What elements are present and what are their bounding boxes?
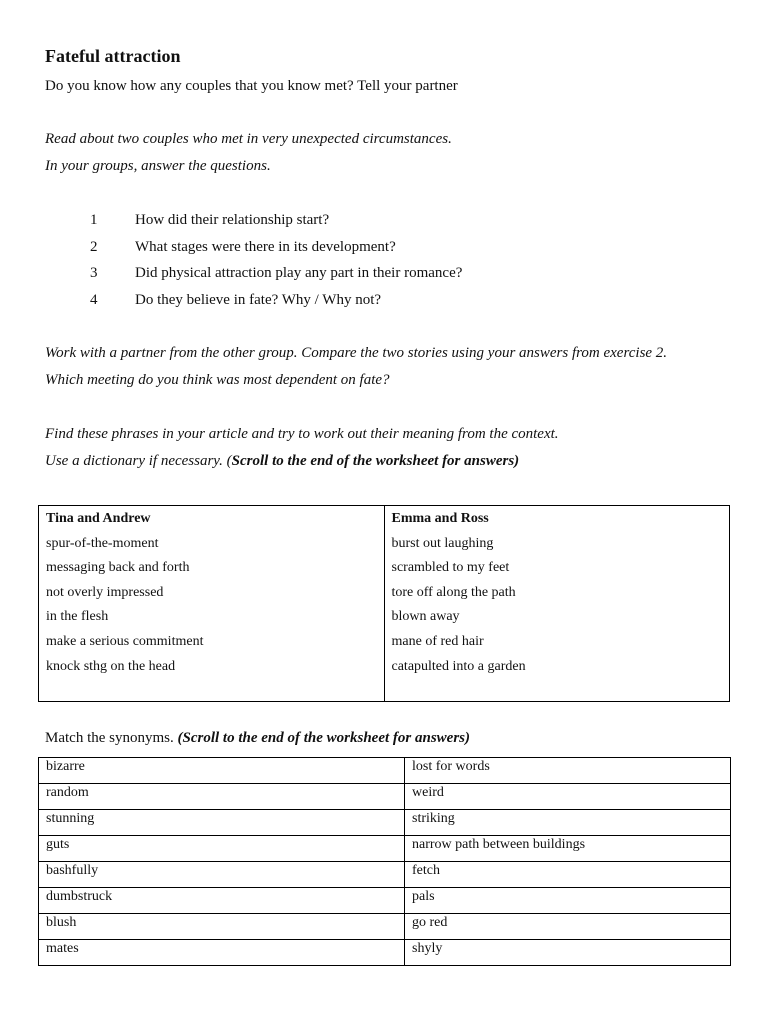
- instruction-dictionary-text: Use a dictionary if necessary. (: [45, 453, 232, 469]
- synonym-match: shyly: [405, 940, 731, 966]
- synonym-word: stunning: [39, 810, 405, 836]
- table-row: [39, 758, 731, 784]
- phrase-item: mane of red hair: [391, 633, 484, 649]
- synonyms-table: [38, 757, 731, 966]
- phrases-column-emma-ross: [384, 506, 730, 701]
- phrase-item: catapulted into a garden: [391, 658, 526, 674]
- synonym-match: fetch: [405, 862, 731, 888]
- phrase-item: tore off along the path: [391, 584, 516, 600]
- column-heading: Tina and Andrew: [46, 511, 151, 526]
- question-item: [90, 212, 329, 229]
- table-row: [39, 836, 731, 862]
- table-row: [39, 862, 731, 888]
- synonym-word: bashfully: [39, 862, 405, 888]
- question-text: What stages were there in its development?: [135, 239, 396, 255]
- question-number: 1: [90, 212, 98, 228]
- worksheet-title: Fateful attraction: [45, 46, 181, 66]
- table-row: [39, 914, 731, 940]
- phrase-item: make a serious commitment: [46, 633, 204, 649]
- synonym-word: random: [39, 784, 405, 810]
- synonym-match: lost for words: [405, 758, 731, 784]
- synonym-word: mates: [39, 940, 405, 966]
- instruction-phrases: Find these phrases in your article and try to work out their meaning from the context.: [45, 426, 559, 442]
- answers-note: (Scroll to the end of the worksheet for answers): [177, 730, 471, 746]
- table-row: [39, 784, 731, 810]
- synonym-word: guts: [39, 836, 405, 862]
- synonym-word: dumbstruck: [39, 888, 405, 914]
- table-row: [39, 940, 731, 966]
- question-number: 4: [90, 292, 98, 308]
- synonym-match: pals: [405, 888, 731, 914]
- intro-text: Do you know how any couples that you know met? Tell your partner: [45, 78, 458, 94]
- phrase-item: scrambled to my feet: [391, 560, 510, 576]
- synonym-word: bizarre: [39, 758, 405, 784]
- instruction-partner: Work with a partner from the other group. Compare the two stories using your answers from exercise 2.: [45, 345, 668, 361]
- question-item: [90, 265, 462, 282]
- instruction-read: Read about two couples who met in very unexpected circumstances.: [45, 131, 452, 147]
- synonym-match: weird: [405, 784, 731, 810]
- instruction-groups: In your groups, answer the questions.: [45, 158, 271, 174]
- phrase-item: messaging back and forth: [46, 560, 190, 576]
- question-text: Did physical attraction play any part in their romance?: [135, 265, 463, 281]
- synonym-word: blush: [39, 914, 405, 940]
- synonyms-instruction-text: Match the synonyms.: [45, 730, 178, 746]
- phrase-item: knock sthg on the head: [46, 658, 176, 674]
- table-row: [39, 810, 731, 836]
- instruction-dictionary: [45, 453, 519, 470]
- answers-note: Scroll to the end of the worksheet for answers): [231, 453, 520, 469]
- phrase-item: burst out laughing: [391, 535, 494, 551]
- phrase-item: in the flesh: [46, 609, 109, 625]
- synonym-match: go red: [405, 914, 731, 940]
- column-heading: Emma and Ross: [391, 511, 489, 526]
- phrase-item: spur-of-the-moment: [46, 535, 159, 551]
- synonym-match: striking: [405, 810, 731, 836]
- question-number: 2: [90, 239, 98, 255]
- question-item: [90, 239, 396, 256]
- question-text: How did their relationship start?: [135, 212, 330, 228]
- synonyms-instruction: [45, 730, 470, 747]
- question-text: Do they believe in fate? Why / Why not?: [135, 292, 382, 308]
- question-item: [90, 292, 381, 309]
- phrases-table: [38, 505, 730, 702]
- instruction-fate: Which meeting do you think was most dependent on fate?: [45, 372, 390, 388]
- phrase-item: blown away: [391, 609, 460, 625]
- phrase-item: not overly impressed: [46, 584, 164, 600]
- phrases-column-tina-andrew: [39, 506, 384, 701]
- question-number: 3: [90, 265, 98, 281]
- table-row: [39, 888, 731, 914]
- synonym-match: narrow path between buildings: [405, 836, 731, 862]
